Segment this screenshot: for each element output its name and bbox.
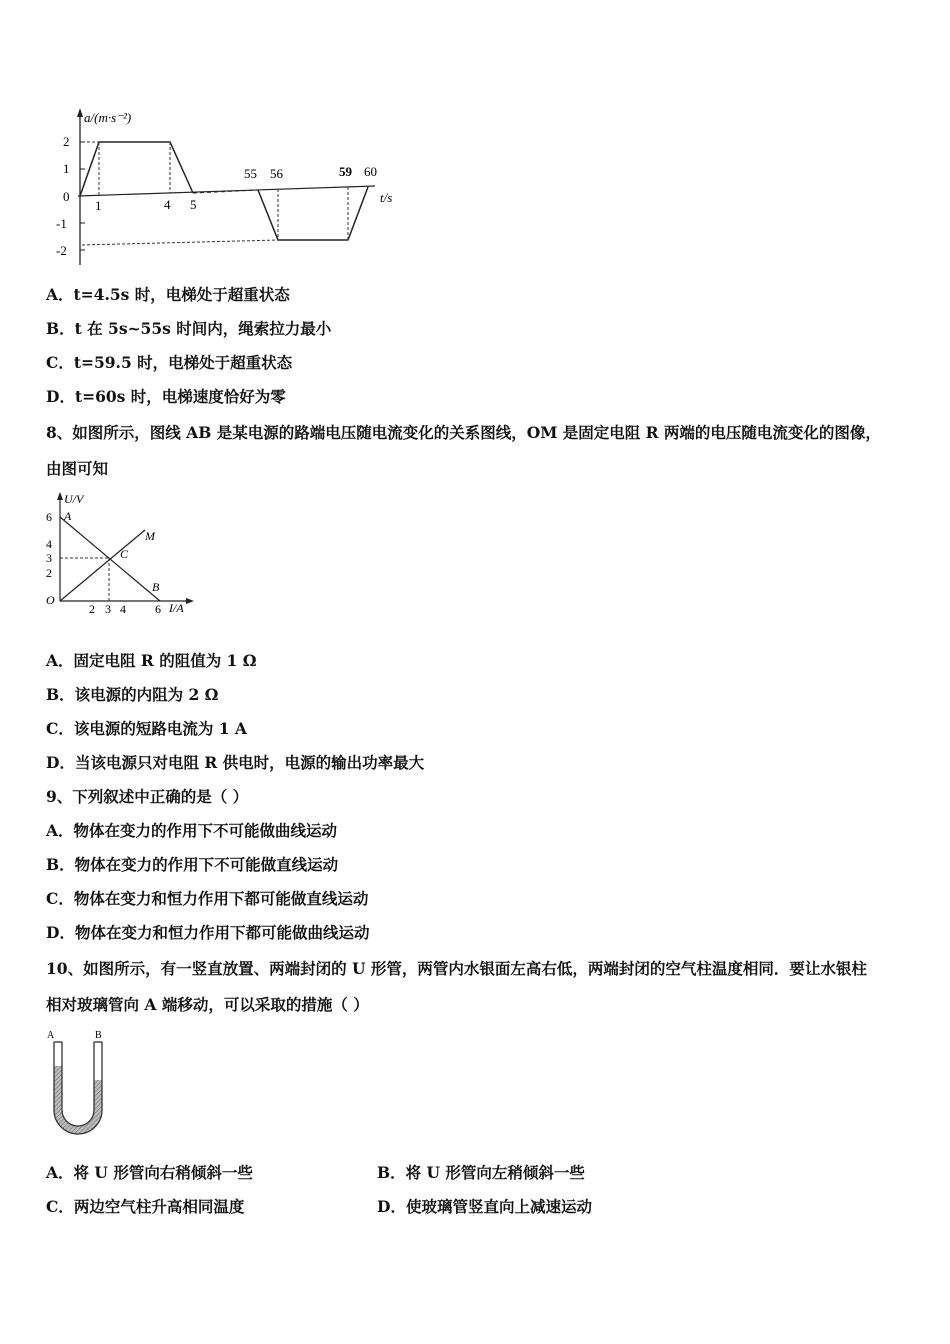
fig2-label-b: B [152, 580, 160, 594]
q7-option-d: D．t=60s 时，电梯速度恰好为零 [46, 387, 286, 406]
fig2-ytick: 6 [46, 510, 52, 524]
fig1-ytick: -2 [56, 243, 67, 258]
fig1-xtick: 5 [190, 197, 197, 212]
fig2-xtick: 2 [89, 602, 95, 616]
fig3-label-b: B [95, 1030, 102, 1041]
fig2-ylabel: U/V [64, 492, 84, 506]
q9-option-c: C．物体在变力和恒力作用下都可能做直线运动 [46, 889, 369, 908]
q9-option-a: A．物体在变力的作用下不可能做曲线运动 [46, 821, 338, 840]
acceleration-time-graph [50, 105, 410, 270]
fig1-xtick: 4 [164, 197, 171, 212]
fig1-xtick: 1 [95, 198, 102, 213]
q9-option-b: B．物体在变力的作用下不可能做直线运动 [46, 855, 339, 874]
q9-stem: 9、下列叙述中正确的是（ ） [46, 787, 249, 806]
fig2-label-c: C [120, 547, 129, 561]
q8-option-c: C．该电源的短路电流为 1 A [46, 719, 247, 738]
fig2-label-m: M [145, 529, 155, 543]
fig1-ytick: -1 [56, 216, 67, 231]
q7-option-b: B．t 在 5s~55s 时间内，绳索拉力最小 [46, 319, 332, 338]
q7-option-a: A．t=4.5s 时，电梯处于超重状态 [46, 285, 290, 304]
q10-stem-line1: 10、如图所示，有一竖直放置、两端封闭的 U 形管，两管内水银面左高右低，两端封闭的空气柱温度相同．要让水银柱 [46, 959, 867, 978]
fig2-xtick: 4 [120, 602, 126, 616]
voltage-current-graph [42, 490, 202, 620]
q10-option-c: C．两边空气柱升高相同温度 [46, 1197, 245, 1216]
fig1-ytick: 1 [63, 161, 70, 176]
q8-option-b: B．该电源的内阻为 2 Ω [46, 685, 219, 704]
q7-option-c: C．t=59.5 时，电梯处于超重状态 [46, 353, 293, 372]
q10-option-b: B．将 U 形管向左稍倾斜一些 [377, 1163, 585, 1182]
q10-stem-line2: 相对玻璃管向 A 端移动，可以采取的措施（ ） [46, 995, 369, 1014]
fig2-label-a: A [64, 509, 72, 523]
fig1-xtick: 60 [364, 164, 377, 179]
fig1-ytick: 2 [63, 134, 70, 149]
fig2-ytick: 4 [46, 537, 52, 551]
q8-option-d: D．当该电源只对电阻 R 供电时，电源的输出功率最大 [46, 753, 425, 772]
q10-option-a: A．将 U 形管向右稍倾斜一些 [46, 1163, 253, 1182]
fig2-xtick: 3 [105, 602, 111, 616]
fig2-ytick: 2 [46, 566, 52, 580]
q10-option-d: D．使玻璃管竖直向上减速运动 [377, 1197, 592, 1216]
q8-option-a: A．固定电阻 R 的阻值为 1 Ω [46, 651, 257, 670]
fig3-label-a: A [47, 1030, 55, 1041]
q8-stem-line2: 由图可知 [46, 459, 109, 478]
fig2-xlabel: I/A [169, 601, 184, 615]
fig2-xtick: 6 [155, 602, 161, 616]
fig1-ytick: 0 [63, 189, 70, 204]
q9-option-d: D．物体在变力和恒力作用下都可能做曲线运动 [46, 923, 370, 942]
fig1-ylabel: a/(m·s⁻²) [84, 110, 132, 125]
u-tube-diagram [44, 1028, 114, 1140]
fig1-xlabel: t/s [380, 190, 393, 205]
fig2-ytick: 3 [46, 551, 52, 565]
fig1-xtick: 56 [270, 166, 283, 181]
fig1-xtick: 55 [244, 166, 257, 181]
fig2-origin: O [46, 593, 55, 607]
q8-stem-line1: 8、如图所示，图线 AB 是某电源的路端电压随电流变化的关系图线，OM 是固定电阻 R 两端的电压随电流变化的图像， [46, 423, 881, 442]
fig1-xtick: 59 [339, 164, 352, 179]
